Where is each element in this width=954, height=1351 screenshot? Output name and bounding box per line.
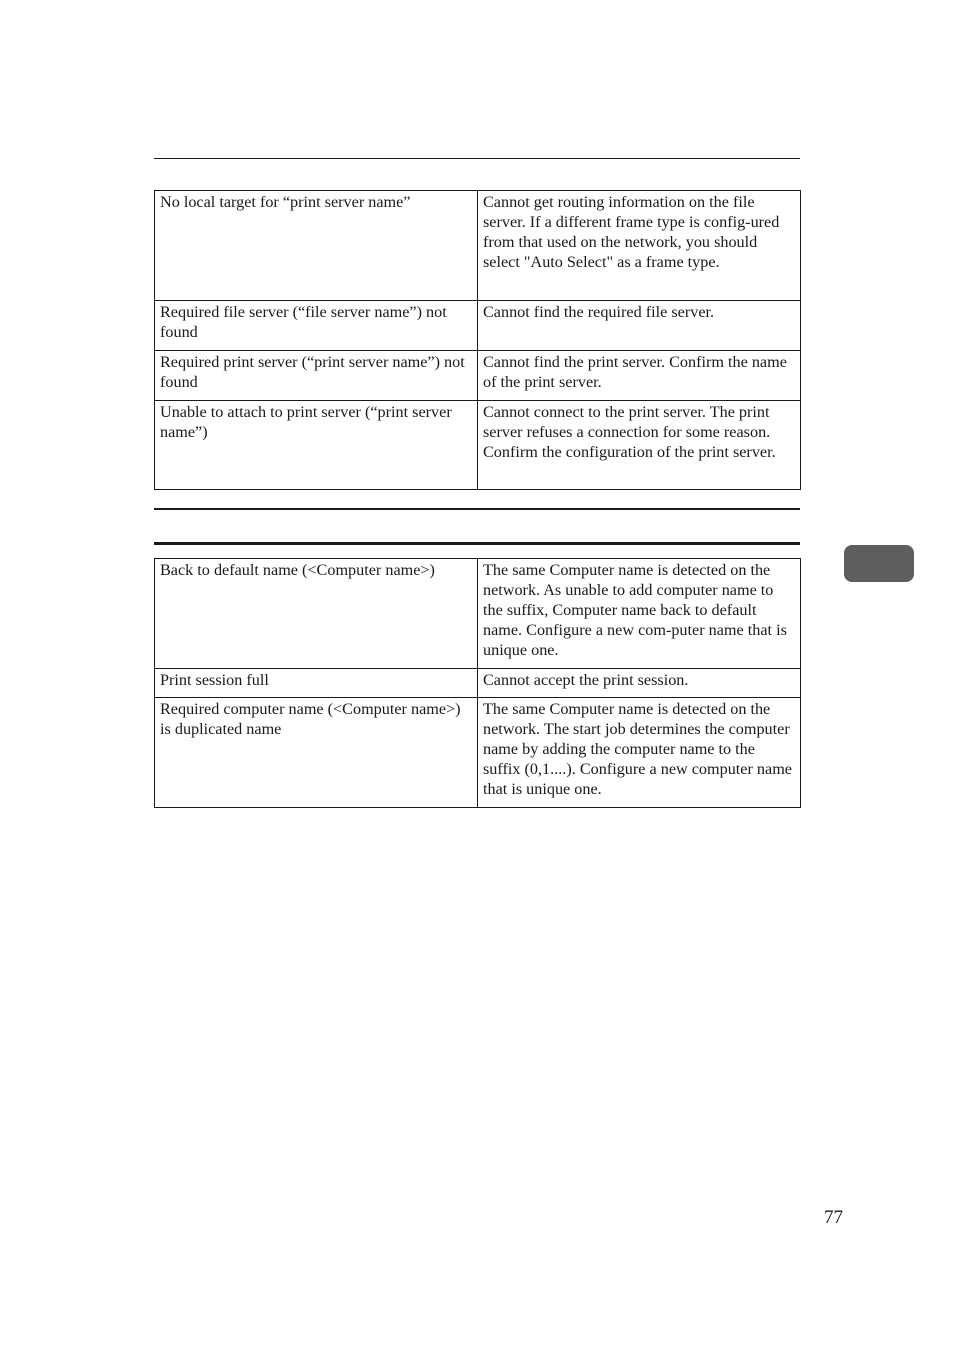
message-cell: No local target for “print server name” — [155, 191, 478, 301]
chapter-tab-marker — [844, 545, 914, 582]
section-heading-rule — [154, 542, 800, 545]
description-cell: Cannot get routing information on the file server. If a different frame type is config-ured from that used on the network, you should select "Auto Select" as a frame type. — [478, 191, 801, 301]
message-cell: Back to default name (<Computer name>) — [155, 559, 478, 669]
table-row — [155, 698, 801, 808]
message-cell: Required computer name (<Computer name>) is duplicated name — [155, 698, 478, 808]
description-cell: Cannot accept the print session. — [478, 669, 801, 698]
message-cell: Unable to attach to print server (“print server name”) — [155, 401, 478, 490]
message-cell: Required file server (“file server name”) not found — [155, 301, 478, 351]
netware-error-table — [154, 190, 801, 490]
table-row — [155, 559, 801, 669]
table-row — [155, 191, 801, 301]
section-rule — [154, 508, 800, 510]
description-cell: Cannot find the required file server. — [478, 301, 801, 351]
table-row — [155, 351, 801, 401]
message-cell: Required print server (“print server name”) not found — [155, 351, 478, 401]
description-cell: The same Computer name is detected on the network. As unable to add computer name to the suffix, Computer name back to default name. Configure a new com-puter name that is unique one. — [478, 559, 801, 669]
description-cell: The same Computer name is detected on the network. The start job determines the computer name by adding the computer name to the suffix (0,1....). Configure a new computer name that is unique one. — [478, 698, 801, 808]
table-row — [155, 669, 801, 698]
header-rule — [154, 158, 800, 159]
description-cell: Cannot connect to the print server. The print server refuses a connection for some reason. Confirm the configuration of the print server. — [478, 401, 801, 490]
table-row — [155, 401, 801, 490]
page-number: 77 — [824, 1207, 843, 1228]
smb-error-table — [154, 558, 801, 808]
message-cell: Print session full — [155, 669, 478, 698]
table-row — [155, 301, 801, 351]
description-cell: Cannot find the print server. Confirm the name of the print server. — [478, 351, 801, 401]
